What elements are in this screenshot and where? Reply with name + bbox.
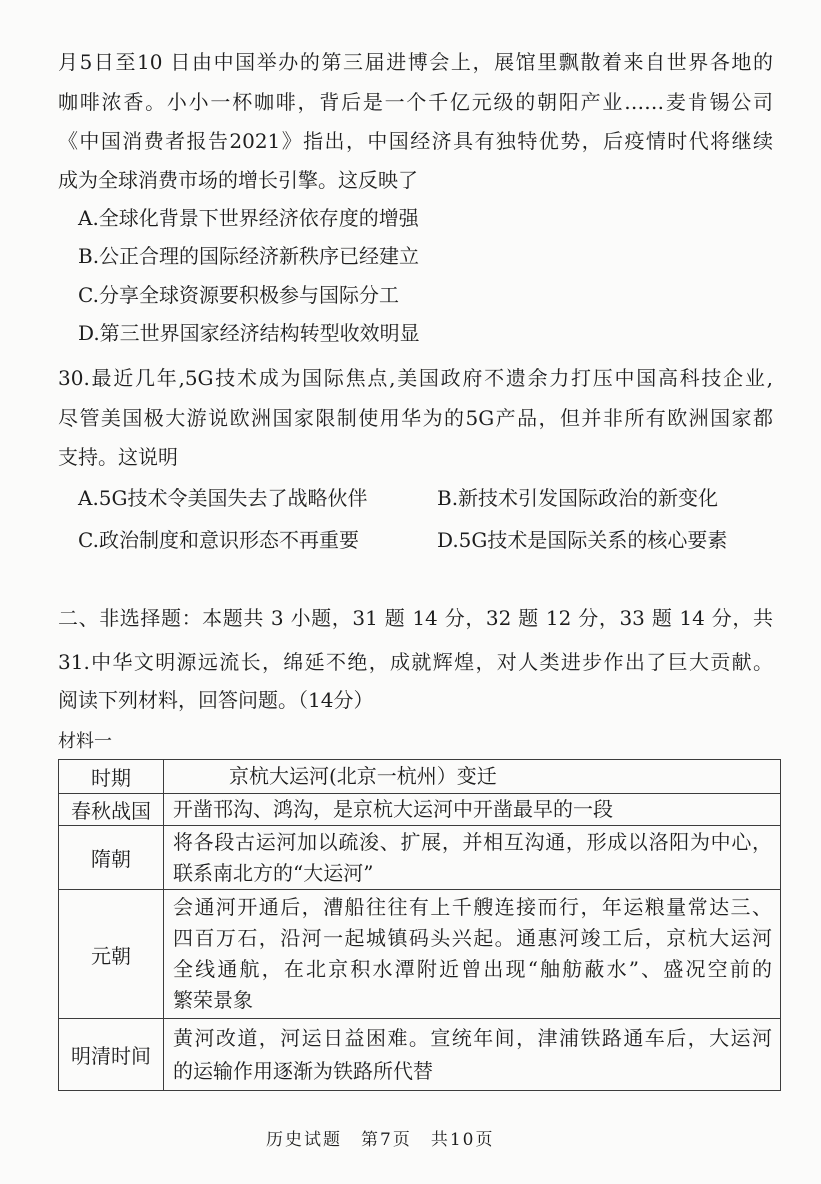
change-line: 黄河改道，河运日益困难。宣统年间，津浦铁路通车后，大运河 (173, 1025, 772, 1050)
change-line: 将各段古运河加以疏浚、扩展，并相互沟通，形成以洛阳为中心， (173, 829, 772, 854)
table-row (59, 826, 781, 890)
material-table (58, 759, 781, 1091)
table-row (59, 794, 781, 826)
change-line: 会通河开通后，漕船往往有上千艘连接而行，年运粮量常达三、 (173, 895, 772, 919)
period-label: 春秋战国 (71, 799, 151, 823)
period-label: 隋朝 (91, 847, 131, 871)
q31-stem-line: 31.中华文明源远流长，绵延不绝，成就辉煌，对人类进步作出了巨大贡献。 (58, 650, 773, 674)
period-cell (59, 826, 164, 890)
table-row (59, 890, 781, 1019)
table-header-row (59, 760, 781, 794)
change-line: 繁荣景象 (173, 988, 253, 1012)
period-label: 元朝 (91, 943, 131, 968)
question-stem-line: 成为全球消费市场的增长引擎。这反映了 (58, 168, 418, 192)
change-line: 的运输作用逐渐为铁路所代替 (173, 1058, 433, 1083)
header-change: 京杭大运河(北京一杭州）变迁 (229, 764, 497, 788)
change-cell (164, 794, 781, 826)
canal-table (58, 759, 781, 1091)
change-line: 开凿邗沟、鸿沟，是京杭大运河中开凿最早的一段 (173, 797, 613, 821)
period-cell (59, 1019, 164, 1091)
q30-option-b: B.新技术引发国际政治的新变化 (437, 486, 719, 510)
q31-stem-line: 阅读下列材料，回答问题。（14分） (58, 688, 374, 712)
change-cell (164, 1019, 781, 1091)
change-line: 四百万石，沿河一起城镇码头兴起。通惠河竣工后，京杭大运河 (173, 926, 772, 950)
q30-option-c: C.政治制度和意识形态不再重要 (78, 528, 359, 552)
q30-stem-line: 支持。这说明 (58, 445, 178, 469)
option-a: A.全球化背景下世界经济依存度的增强 (78, 206, 419, 230)
question-stem-line: 咖啡浓香。小小一杯咖啡，背后是一个千亿元级的朝阳产业……麦肯锡公司 (58, 90, 773, 114)
header-period-cell (59, 760, 164, 794)
q30-stem-line: 尽管美国极大游说欧洲国家限制使用华为的5G产品，但并非所有欧洲国家都 (58, 406, 773, 430)
q30-option-d: D.5G技术是国际关系的核心要素 (437, 528, 728, 552)
period-cell (59, 890, 164, 1019)
option-b: B.公正合理的国际经济新秩序已经建立 (78, 244, 420, 268)
question-stem-line: 《中国消费者报告2021》指出，中国经济具有独特优势，后疫情时代将继续 (58, 129, 773, 153)
section-heading: 二、非选择题：本题共 3 小题，31 题 14 分，32 题 12 分，33 题 14 分，共 (58, 606, 773, 630)
q30-option-a: A.5G技术令美国失去了战略伙伴 (78, 486, 368, 510)
header-period: 时期 (91, 766, 131, 790)
q30-stem-line: 30.最近几年,5G技术成为国际焦点,美国政府不遗余力打压中国高科技企业, (58, 366, 773, 390)
change-line: 联系南北方的“大运河” (173, 860, 374, 885)
table-row (59, 1019, 781, 1091)
header-change-cell (164, 760, 781, 794)
option-d: D.第三世界国家经济结构转型收效明显 (78, 321, 420, 345)
page-footer: 历史试题 第7页 共10页 (266, 1130, 495, 1150)
change-cell (164, 890, 781, 1019)
change-line: 全线通航，在北京积水潭附近曾出现“舳舫蔽水”、盛况空前的 (173, 957, 772, 981)
period-label: 明清时间 (71, 1044, 151, 1068)
option-c: C.分享全球资源要积极参与国际分工 (78, 283, 399, 307)
material-label: 材料一 (58, 731, 112, 752)
change-cell (164, 826, 781, 890)
question-stem-line: 月5日至10 日由中国举办的第三届进博会上，展馆里飘散着来自世界各地的 (58, 50, 773, 74)
period-cell (59, 794, 164, 826)
